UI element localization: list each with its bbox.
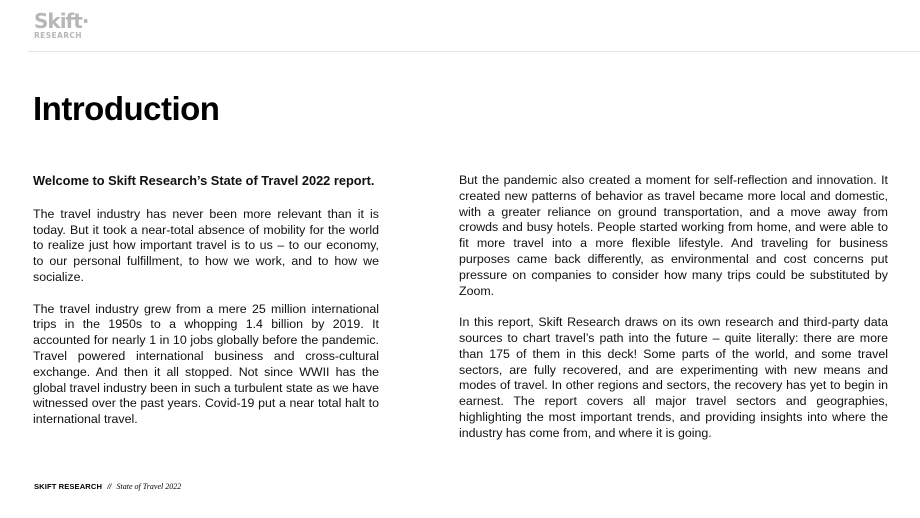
footer-report-name: State of Travel 2022 (116, 482, 182, 491)
right-column (459, 173, 888, 457)
header-divider (28, 51, 920, 52)
body-paragraph: The travel industry has never been more relevant than it is today. But it took a near-total absence of mobility for the world to realize just how important travel is to us – to our economy, to our personal fulfillment, to how we work, and to how we socialize. (33, 206, 379, 284)
footer-separator: // (107, 482, 112, 491)
footer-brand: SKIFT RESEARCH (34, 482, 103, 491)
skift-research-logo (34, 11, 88, 40)
left-column (33, 173, 379, 444)
logo-dot-icon: · (81, 9, 89, 33)
body-paragraph: In this report, Skift Research draws on its own research and third-party data sources to chart travel’s path into the future – quite literally: there are more than 175 of them in this deck! Some parts of the world, and some travel sectors, are fully recovered, and are experimenting with new means and modes of travel. In other regions and sectors, the recovery has yet to begin in earnest. The report covers all major travel sectors and geographies, highlighting the most important trends, and providing insights into where the industry has come from, and where it is going. (459, 315, 888, 440)
logo-subtitle: RESEARCH (34, 31, 82, 40)
footer (34, 482, 181, 491)
lead-paragraph: Welcome to Skift Research’s State of Travel 2022 report. (33, 173, 375, 188)
body-paragraph: The travel industry grew from a mere 25 million international trips in the 1950s to a whopping 1.4 billion by 2019. It accounted for nearly 1 in 10 jobs globally before the pandemic. Travel powered international business and cross-cultural exchange. And then it all stopped. Not since WWII has the global travel industry been in such a turbulent state as we have witnessed over the past years. Covid-19 put a near total halt to international travel. (33, 301, 379, 427)
page-title: Introduction (33, 90, 220, 127)
logo-wordmark: Skift· (34, 9, 89, 33)
body-paragraph: But the pandemic also created a moment for self-reflection and innovation. It created new patterns of behavior as travel became more local and domestic, with a greater reliance on ground transportation, and a move away from crowds and busy hotels. People started working from home, and were able to fit more travel into a more flexible lifestyle. And traveling for business purposes came back differently, as environmental and cost concerns put pressure on companies to consider how many trips could be substituted by Zoom. (459, 173, 888, 298)
